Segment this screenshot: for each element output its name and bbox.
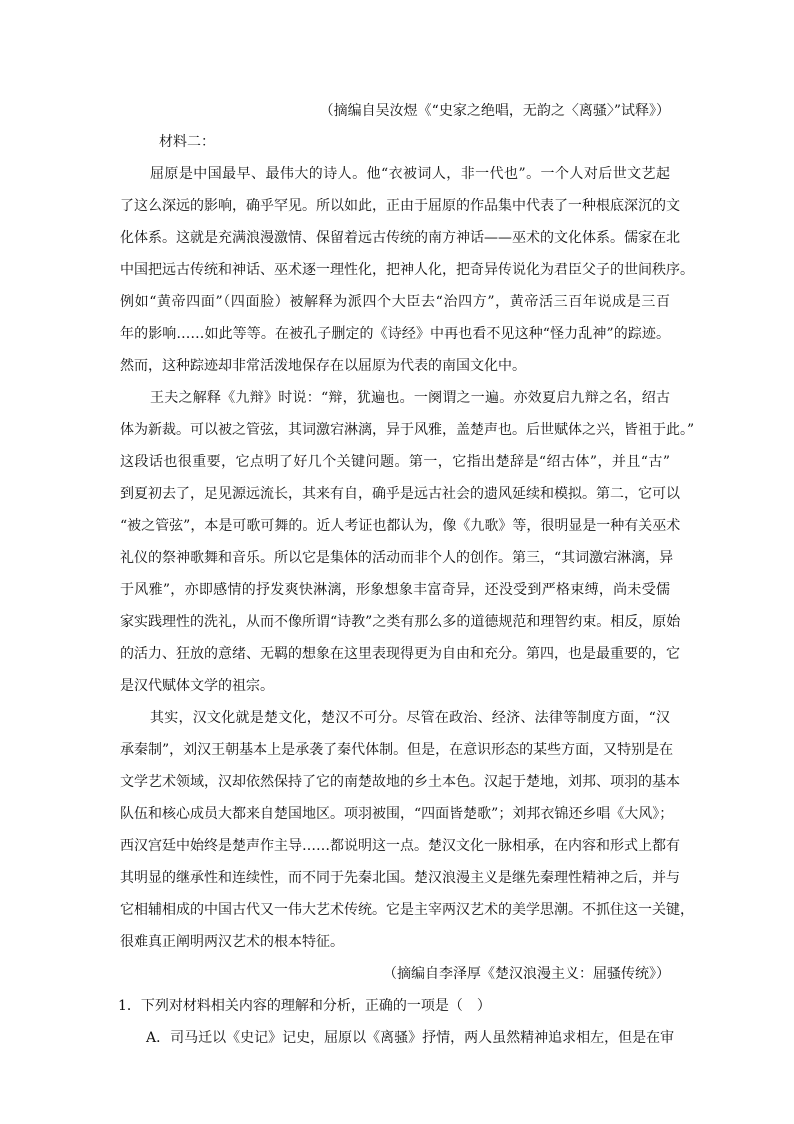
material-2-label: 材料二：	[159, 134, 215, 150]
paragraph-1-line: 例如“黄帝四面”（四面脸）被解释为派四个大臣去“治四方”，黄帝活三百年说成是三百	[120, 294, 670, 310]
paragraph-3-line: 文学艺术领域，汉却依然保持了它的南楚故地的乡土本色。汉起于楚地，刘邦、项羽的基本	[120, 774, 680, 790]
paragraph-1-line: 年的影响……如此等等。在被孔子删定的《诗经》中再也看不见这种“怪力乱神”的踪迹。	[120, 326, 670, 342]
paragraph-1-line: 中国把远古传统和神话、巫术逐一理性化，把神人化，把奇异传说化为君臣父子的世间秩序。	[120, 262, 694, 278]
paragraph-2-line: 礼仪的祭神歌舞和音乐。所以它是集体的活动而非个人的创作。第三，“其词激宕淋漓，异	[120, 550, 674, 566]
paragraph-2-line: 体为新裁。可以被之管弦，其词激宕淋漓，异于风雅，盖楚声也。后世赋体之兴，皆祖于此。”	[120, 422, 695, 438]
paragraph-2-line: 王夫之解释《九辩》时说：“辩，犹遍也。一阕谓之一遍。亦效夏启九辩之名，绍古	[150, 390, 670, 406]
paragraph-3-line: 西汉宫廷中始终是楚声作主导……都说明这一点。楚汉文化一脉相承，在内容和形式上都有	[120, 838, 680, 854]
paragraph-3-line: 很难真正阐明两汉艺术的根本特征。	[120, 934, 344, 950]
paragraph-3-line: 它相辅相成的中国古代又一伟大艺术传统。它是主宰两汉艺术的美学思潮。不抓住这一关键，	[120, 902, 694, 918]
paragraph-3-line: 承秦制”，刘汉王朝基本上是承袭了秦代体制。但是，在意识形态的某些方面，又特别是在	[120, 742, 674, 758]
paragraph-2-line: 于风雅”，亦即感情的抒发爽快淋漓，形象想象丰富奇异，还没受到严格束缚，尚未受儒	[120, 582, 670, 598]
paragraph-2-line: 到夏初去了，足见源远流长，其来有自，确乎是远古社会的遗风延续和模拟。第二，它可以	[120, 486, 680, 502]
paragraph-2-line: 的活力、狂放的意绪、无羁的想象在这里表现得更为自由和充分。第四，也是最重要的，它	[120, 646, 680, 662]
paragraph-2-line: “被之管弦”，本是可歌可舞的。近人考证也都认为，像《九歌》等，很明显是一种有关巫术	[120, 518, 681, 534]
question-1: 1．下列对材料相关内容的理解和分析，正确的一项是（ ）	[118, 998, 491, 1014]
paragraph-2-line: 这段话也很重要，它点明了好几个关键问题。第一，它指出楚辞是“绍古体”，并且“古”	[120, 454, 670, 470]
source-citation-2: （摘编自李泽厚《楚汉浪漫主义：屈骚传统》）	[383, 966, 670, 982]
option-a: A．司马迁以《史记》记史，屈原以《离骚》抒情，两人虽然精神追求相左，但是在审	[146, 1030, 675, 1046]
paragraph-3-line: 其实，汉文化就是楚文化，楚汉不可分。尽管在政治、经济、法律等制度方面，“汉	[150, 710, 670, 726]
paragraph-2-line: 是汉代赋体文学的祖宗。	[120, 678, 274, 694]
paragraph-3-line: 其明显的继承性和连续性，而不同于先秦北国。楚汉浪漫主义是继先秦理性精神之后，并与	[120, 870, 680, 886]
source-citation-1: （摘编自吴汝煜《“史家之绝唱，无韵之〈离骚〉”试释》）	[319, 103, 670, 119]
paragraph-1-line: 了这么深远的影响，确乎罕见。所以如此，正由于屈原的作品集中代表了一种根底深沉的文	[120, 198, 680, 214]
paragraph-1-line: 化体系。这就是充满浪漫激情、保留着远古传统的南方神话——巫术的文化体系。儒家在北	[120, 230, 680, 246]
paragraph-1-line: 然而，这种踪迹却非常活泼地保存在以屈原为代表的南国文化中。	[120, 358, 526, 374]
paragraph-3-line: 队伍和核心成员大都来自楚国地区。项羽被围，“四面皆楚歌”；刘邦衣锦还乡唱《大风》；	[120, 806, 674, 822]
paragraph-2-line: 家实践理性的洗礼，从而不像所谓“诗教”之类有那么多的道德规范和理智约束。相反，原始	[120, 614, 681, 630]
paragraph-1-line: 屈原是中国最早、最伟大的诗人。他“衣被词人，非一代也”。一个人对后世文艺起	[150, 166, 670, 182]
